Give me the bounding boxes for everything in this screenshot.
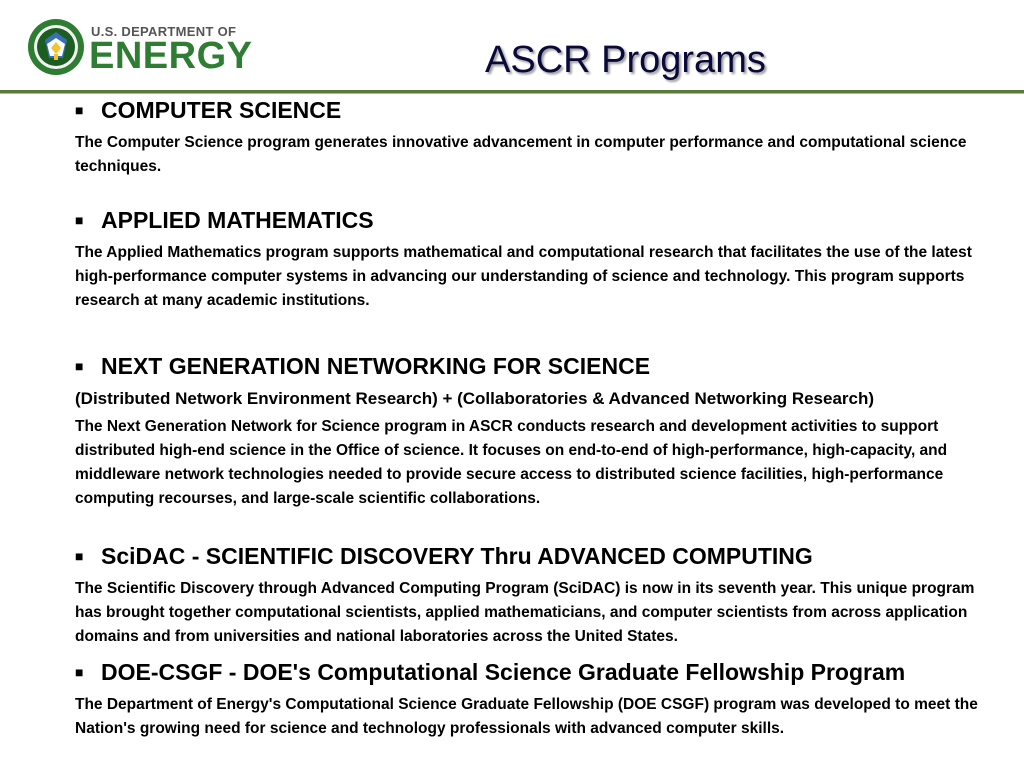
section-subheading: (Distributed Network Environment Research) + (Collaboratories & Advanced Networking Research) xyxy=(75,389,875,408)
section-body: The Department of Energy's Computational Science Graduate Fellowship (DOE CSGF) program was developed to meet the Nation's growing need for science and technology professionals with advanced computer skills. xyxy=(75,696,978,737)
section-heading: NEXT GENERATION NETWORKING FOR SCIENCE xyxy=(101,353,651,379)
header xyxy=(0,0,1024,92)
header-divider xyxy=(0,90,1024,94)
bullet-icon: ■ xyxy=(75,664,84,680)
page-title: ASCR Programs xyxy=(485,39,766,81)
section-body: The Applied Mathematics program supports mathematical and computational research that facilitates the use of the latest high-performance computer systems in advancing our understanding of science and technology. This program supports research at many academic institutions. xyxy=(75,244,972,309)
doe-logo xyxy=(27,18,257,78)
section-body: The Computer Science program generates innovative advancement in computer performance and computational science techniques. xyxy=(75,134,967,175)
section-computer-science xyxy=(75,96,985,179)
section-scidac xyxy=(75,542,985,649)
section-applied-mathematics xyxy=(75,206,985,313)
section-heading: SciDAC - SCIENTIFIC DISCOVERY Thru ADVANCED COMPUTING xyxy=(101,543,813,569)
bullet-icon: ■ xyxy=(75,358,84,374)
bullet-icon: ■ xyxy=(75,102,84,118)
section-body: The Scientific Discovery through Advanced Computing Program (SciDAC) is now in its seventh year. This unique program has brought together computational scientists, applied mathematicians, and computer scientists from across application domains and from universities and national laboratories across the United States. xyxy=(75,580,975,645)
section-heading: APPLIED MATHEMATICS xyxy=(101,207,374,233)
section-heading: COMPUTER SCIENCE xyxy=(101,97,342,123)
bullet-icon: ■ xyxy=(75,212,84,228)
section-heading: DOE-CSGF - DOE's Computational Science Graduate Fellowship Program xyxy=(101,659,906,685)
section-doe-csgf xyxy=(75,658,985,741)
doe-seal-icon xyxy=(27,18,85,76)
bullet-icon: ■ xyxy=(75,548,84,564)
section-next-generation-networking xyxy=(75,352,985,511)
section-body: The Next Generation Network for Science program in ASCR conducts research and development activities to support distributed high-end science in the Office of science. It focuses on end-to-end of high-performance, high-capacity, and middleware network technologies needed to provide secure access to distributed science facilities, high-performance computing recourses, and large-scale scientific collaborations. xyxy=(75,418,948,507)
brand-top: U.S. DEPARTMENT OF xyxy=(91,24,237,39)
brand-main: ENERGY xyxy=(89,35,253,77)
